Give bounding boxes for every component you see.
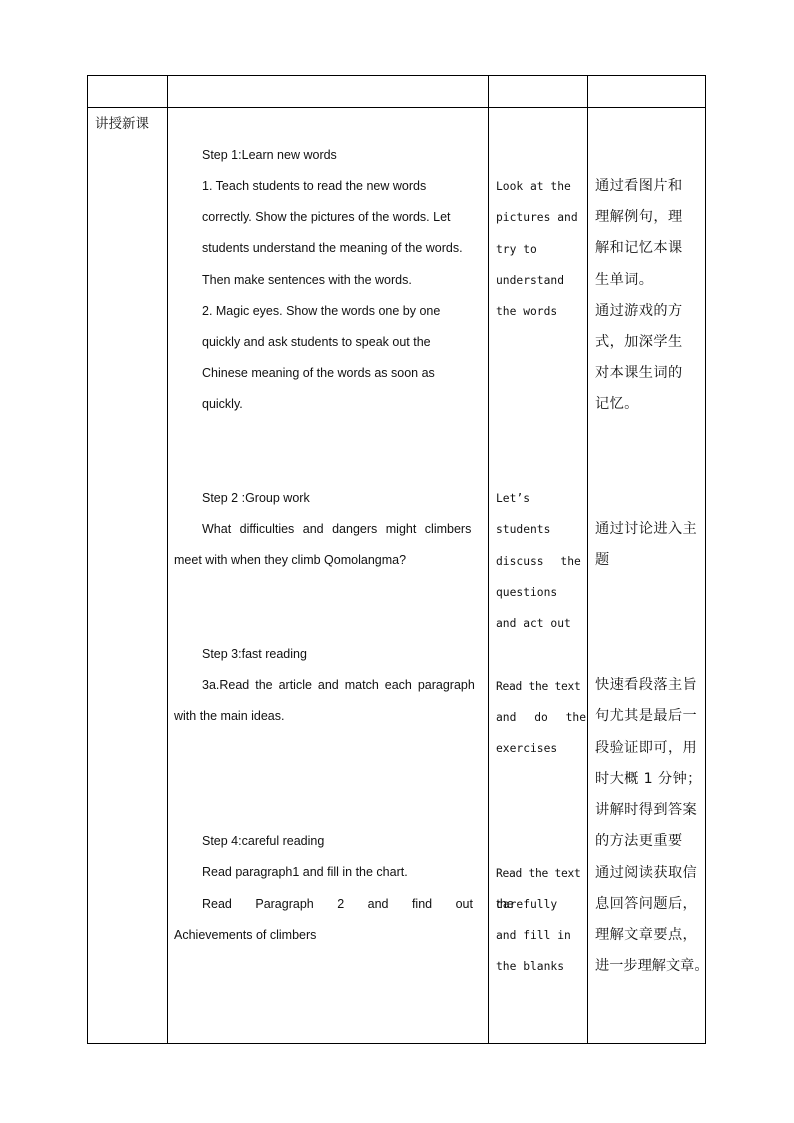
purpose-line: 生单词。 (595, 272, 654, 288)
step1-line: Chinese meaning of the words as soon as (202, 366, 435, 380)
student-activity-line: try to (496, 243, 537, 256)
step2-line: meet with when they climb Qomolangma? (174, 553, 407, 567)
section-label: 讲授新课 (95, 116, 149, 132)
purpose-line: 通过讨论进入主 (595, 521, 698, 537)
step4-line: Read paragraph1 and fill in the chart. (202, 865, 408, 879)
student-activity-line: discuss the (496, 555, 581, 568)
step2-line: What difficulties and dangers might climbers (202, 522, 472, 536)
purpose-line: 讲解时得到答案 (595, 802, 698, 818)
student-activity-line: and do the (496, 711, 587, 724)
step1-line: quickly and ask students to speak out the (202, 335, 431, 349)
student-activity-line: and act out (496, 617, 571, 630)
purpose-line: 快速看段落主旨 (595, 677, 698, 693)
step3-line: 3a.Read the article and match each paragraph (202, 678, 475, 692)
step1-title: Step 1:Learn new words (202, 148, 337, 162)
step3-title: Step 3:fast reading (202, 647, 307, 661)
student-activity-line: Read the text (496, 867, 581, 880)
purpose-line: 进一步理解文章。 (595, 958, 709, 974)
student-activity-line: questions (496, 586, 558, 599)
column-divider-1 (167, 76, 168, 1043)
purpose-line: 式，加深学生 (595, 334, 683, 350)
step1-line: quickly. (202, 397, 243, 411)
step1-line: Then make sentences with the words. (202, 273, 412, 287)
purpose-line: 的方法更重要 (595, 833, 683, 849)
purpose-line: 息回答问题后， (595, 896, 698, 912)
purpose-line: 段验证即可，用 (595, 740, 698, 756)
step4-line: Read Paragraph 2 and find out the (202, 897, 514, 911)
student-activity-line: pictures and (496, 211, 578, 224)
purpose-line: 对本课生词的 (595, 365, 683, 381)
student-activity-line: exercises (496, 742, 558, 755)
step1-line: 1. Teach students to read the new words (202, 179, 427, 193)
student-activity-line: Read the text (496, 680, 581, 693)
step3-line: with the main ideas. (174, 709, 285, 723)
purpose-line: 句尤其是最后一 (595, 708, 698, 724)
step4-title: Step 4:careful reading (202, 834, 325, 848)
header-row-divider (88, 107, 705, 108)
student-activity-line: students (496, 523, 551, 536)
purpose-line: 理解例句，理 (595, 209, 683, 225)
student-activity-line: carefully (496, 898, 558, 911)
purpose-line: 时大概 1 分钟； (595, 771, 702, 787)
student-activity-line: and fill in (496, 929, 571, 942)
step1-line: correctly. Show the pictures of the words. Let (202, 210, 451, 224)
purpose-line: 通过阅读获取信 (595, 865, 698, 881)
student-activity-line: the blanks (496, 960, 565, 973)
student-activity-line: the words (496, 305, 558, 318)
step2-title: Step 2 :Group work (202, 491, 310, 505)
purpose-line: 记忆。 (595, 396, 639, 412)
student-activity-line: Let’s (496, 492, 531, 505)
purpose-line: 理解文章要点， (595, 927, 698, 943)
student-activity-line: understand (496, 274, 565, 287)
column-divider-3 (587, 76, 588, 1043)
step4-line: Achievements of climbers (174, 928, 317, 942)
step1-line: 2. Magic eyes. Show the words one by one (202, 304, 441, 318)
purpose-line: 通过游戏的方 (595, 303, 683, 319)
purpose-line: 题 (595, 552, 610, 568)
student-activity-line: Look at the (496, 180, 571, 193)
purpose-line: 解和记忆本课 (595, 240, 683, 256)
step1-line: students understand the meaning of the words. (202, 241, 463, 255)
purpose-line: 通过看图片和 (595, 178, 683, 194)
